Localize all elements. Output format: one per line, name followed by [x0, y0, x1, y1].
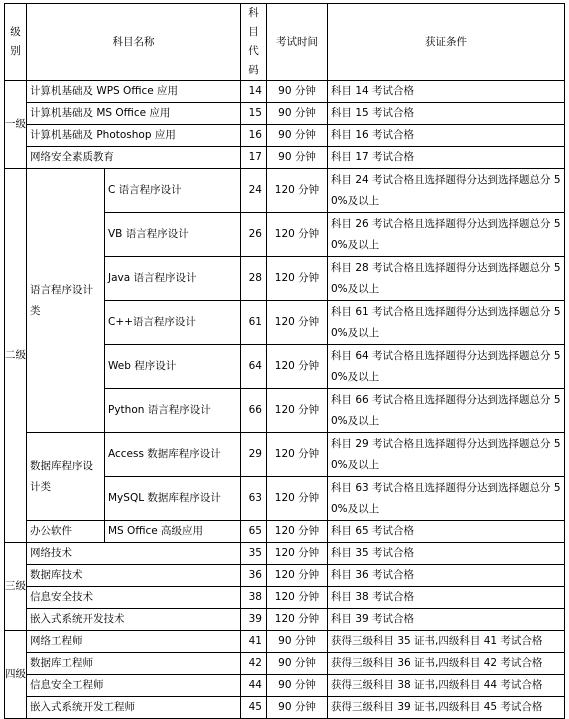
level-cell-1: 一级 [5, 81, 27, 169]
exam-time: 120 分钟 [267, 477, 328, 521]
cert-condition: 科目 17 考试合格 [328, 147, 565, 169]
table-row [5, 169, 565, 213]
exam-time: 90 分钟 [267, 125, 328, 147]
cert-condition: 获得三级科目 36 证书,四级科目 42 考试合格 [328, 653, 565, 675]
header-row [5, 4, 565, 81]
exam-time: 90 分钟 [267, 81, 328, 103]
subject-name: MySQL 数据库程序设计 [105, 477, 241, 521]
subject-code: 44 [241, 675, 267, 697]
table-row [5, 631, 565, 653]
subject-code: 41 [241, 631, 267, 653]
cert-condition: 获得三级科目 35 证书,四级科目 41 考试合格 [328, 631, 565, 653]
exam-time: 120 分钟 [267, 609, 328, 631]
exam-time: 120 分钟 [267, 565, 328, 587]
subject-code: 66 [241, 389, 267, 433]
subject-name: 计算机基础及 Photoshop 应用 [27, 125, 241, 147]
cert-condition: 科目 16 考试合格 [328, 125, 565, 147]
table-row [5, 543, 565, 565]
exam-time: 90 分钟 [267, 631, 328, 653]
table-row [5, 587, 565, 609]
subject-name: 网络工程师 [27, 631, 241, 653]
level-cell-3: 三级 [5, 543, 27, 631]
exam-time: 120 分钟 [267, 433, 328, 477]
header-cert: 获证条件 [328, 4, 565, 81]
cert-condition: 科目 36 考试合格 [328, 565, 565, 587]
exam-subjects-table [4, 3, 565, 719]
table-row [5, 521, 565, 543]
cert-condition: 获得三级科目 38 证书,四级科目 44 考试合格 [328, 675, 565, 697]
category-office: 办公软件 [27, 521, 105, 543]
subject-code: 36 [241, 565, 267, 587]
subject-code: 38 [241, 587, 267, 609]
table-row [5, 147, 565, 169]
subject-code: 63 [241, 477, 267, 521]
subject-name: 数据库技术 [27, 565, 241, 587]
table-row [5, 609, 565, 631]
subject-code: 26 [241, 213, 267, 257]
cert-condition: 科目 61 考试合格且选择题得分达到选择题总分 50%及以上 [328, 301, 565, 345]
subject-code: 61 [241, 301, 267, 345]
cert-condition: 科目 64 考试合格且选择题得分达到选择题总分 50%及以上 [328, 345, 565, 389]
subject-name: C 语言程序设计 [105, 169, 241, 213]
cert-condition: 科目 39 考试合格 [328, 609, 565, 631]
subject-name: Java 语言程序设计 [105, 257, 241, 301]
cert-condition: 科目 66 考试合格且选择题得分达到选择题总分 50%及以上 [328, 389, 565, 433]
exam-time: 90 分钟 [267, 675, 328, 697]
cert-condition: 科目 26 考试合格且选择题得分达到选择题总分 50%及以上 [328, 213, 565, 257]
exam-time: 90 分钟 [267, 697, 328, 719]
subject-name: MS Office 高级应用 [105, 521, 241, 543]
subject-name: Python 语言程序设计 [105, 389, 241, 433]
subject-name: 嵌入式系统开发工程师 [27, 697, 241, 719]
table-row [5, 653, 565, 675]
header-subject: 科目名称 [27, 4, 241, 81]
category-lang: 语言程序设计类 [27, 169, 105, 433]
cert-condition: 科目 35 考试合格 [328, 543, 565, 565]
subject-name: 网络技术 [27, 543, 241, 565]
exam-time: 120 分钟 [267, 345, 328, 389]
cert-condition: 科目 63 考试合格且选择题得分达到选择题总分 50%及以上 [328, 477, 565, 521]
table-row [5, 697, 565, 719]
table-row [5, 103, 565, 125]
exam-time: 120 分钟 [267, 587, 328, 609]
subject-code: 16 [241, 125, 267, 147]
subject-code: 14 [241, 81, 267, 103]
category-db: 数据库程序设计类 [27, 433, 105, 521]
exam-time: 90 分钟 [267, 653, 328, 675]
table-row [5, 125, 565, 147]
subject-code: 24 [241, 169, 267, 213]
subject-code: 15 [241, 103, 267, 125]
exam-time: 90 分钟 [267, 147, 328, 169]
table-row [5, 81, 565, 103]
subject-name: 信息安全技术 [27, 587, 241, 609]
subject-name: 网络安全素质教育 [27, 147, 241, 169]
subject-name: 数据库工程师 [27, 653, 241, 675]
exam-time: 120 分钟 [267, 213, 328, 257]
subject-name: Web 程序设计 [105, 345, 241, 389]
exam-time: 120 分钟 [267, 389, 328, 433]
subject-code: 42 [241, 653, 267, 675]
header-level: 级别 [5, 4, 27, 81]
table-row [5, 565, 565, 587]
cert-condition: 科目 29 考试合格且选择题得分达到选择题总分 50%及以上 [328, 433, 565, 477]
exam-time: 120 分钟 [267, 257, 328, 301]
cert-condition: 科目 15 考试合格 [328, 103, 565, 125]
level-cell-2: 二级 [5, 169, 27, 543]
level-cell-4: 四级 [5, 631, 27, 719]
cert-condition: 科目 38 考试合格 [328, 587, 565, 609]
exam-time: 120 分钟 [267, 169, 328, 213]
header-time: 考试时间 [267, 4, 328, 81]
table-row [5, 675, 565, 697]
exam-time: 120 分钟 [267, 301, 328, 345]
subject-name: Access 数据库程序设计 [105, 433, 241, 477]
subject-code: 17 [241, 147, 267, 169]
subject-code: 35 [241, 543, 267, 565]
subject-code: 28 [241, 257, 267, 301]
cert-condition: 获得三级科目 39 证书,四级科目 45 考试合格 [328, 697, 565, 719]
subject-name: VB 语言程序设计 [105, 213, 241, 257]
header-code: 科目代码 [241, 4, 267, 81]
subject-code: 39 [241, 609, 267, 631]
subject-code: 65 [241, 521, 267, 543]
cert-condition: 科目 24 考试合格且选择题得分达到选择题总分 50%及以上 [328, 169, 565, 213]
subject-code: 64 [241, 345, 267, 389]
exam-time: 120 分钟 [267, 543, 328, 565]
subject-name: 计算机基础及 MS Office 应用 [27, 103, 241, 125]
subject-code: 45 [241, 697, 267, 719]
cert-condition: 科目 28 考试合格且选择题得分达到选择题总分 50%及以上 [328, 257, 565, 301]
exam-time: 120 分钟 [267, 521, 328, 543]
cert-condition: 科目 14 考试合格 [328, 81, 565, 103]
cert-condition: 科目 65 考试合格 [328, 521, 565, 543]
subject-name: C++语言程序设计 [105, 301, 241, 345]
subject-code: 29 [241, 433, 267, 477]
table-row [5, 433, 565, 477]
subject-name: 嵌入式系统开发技术 [27, 609, 241, 631]
exam-time: 90 分钟 [267, 103, 328, 125]
subject-name: 信息安全工程师 [27, 675, 241, 697]
subject-name: 计算机基础及 WPS Office 应用 [27, 81, 241, 103]
